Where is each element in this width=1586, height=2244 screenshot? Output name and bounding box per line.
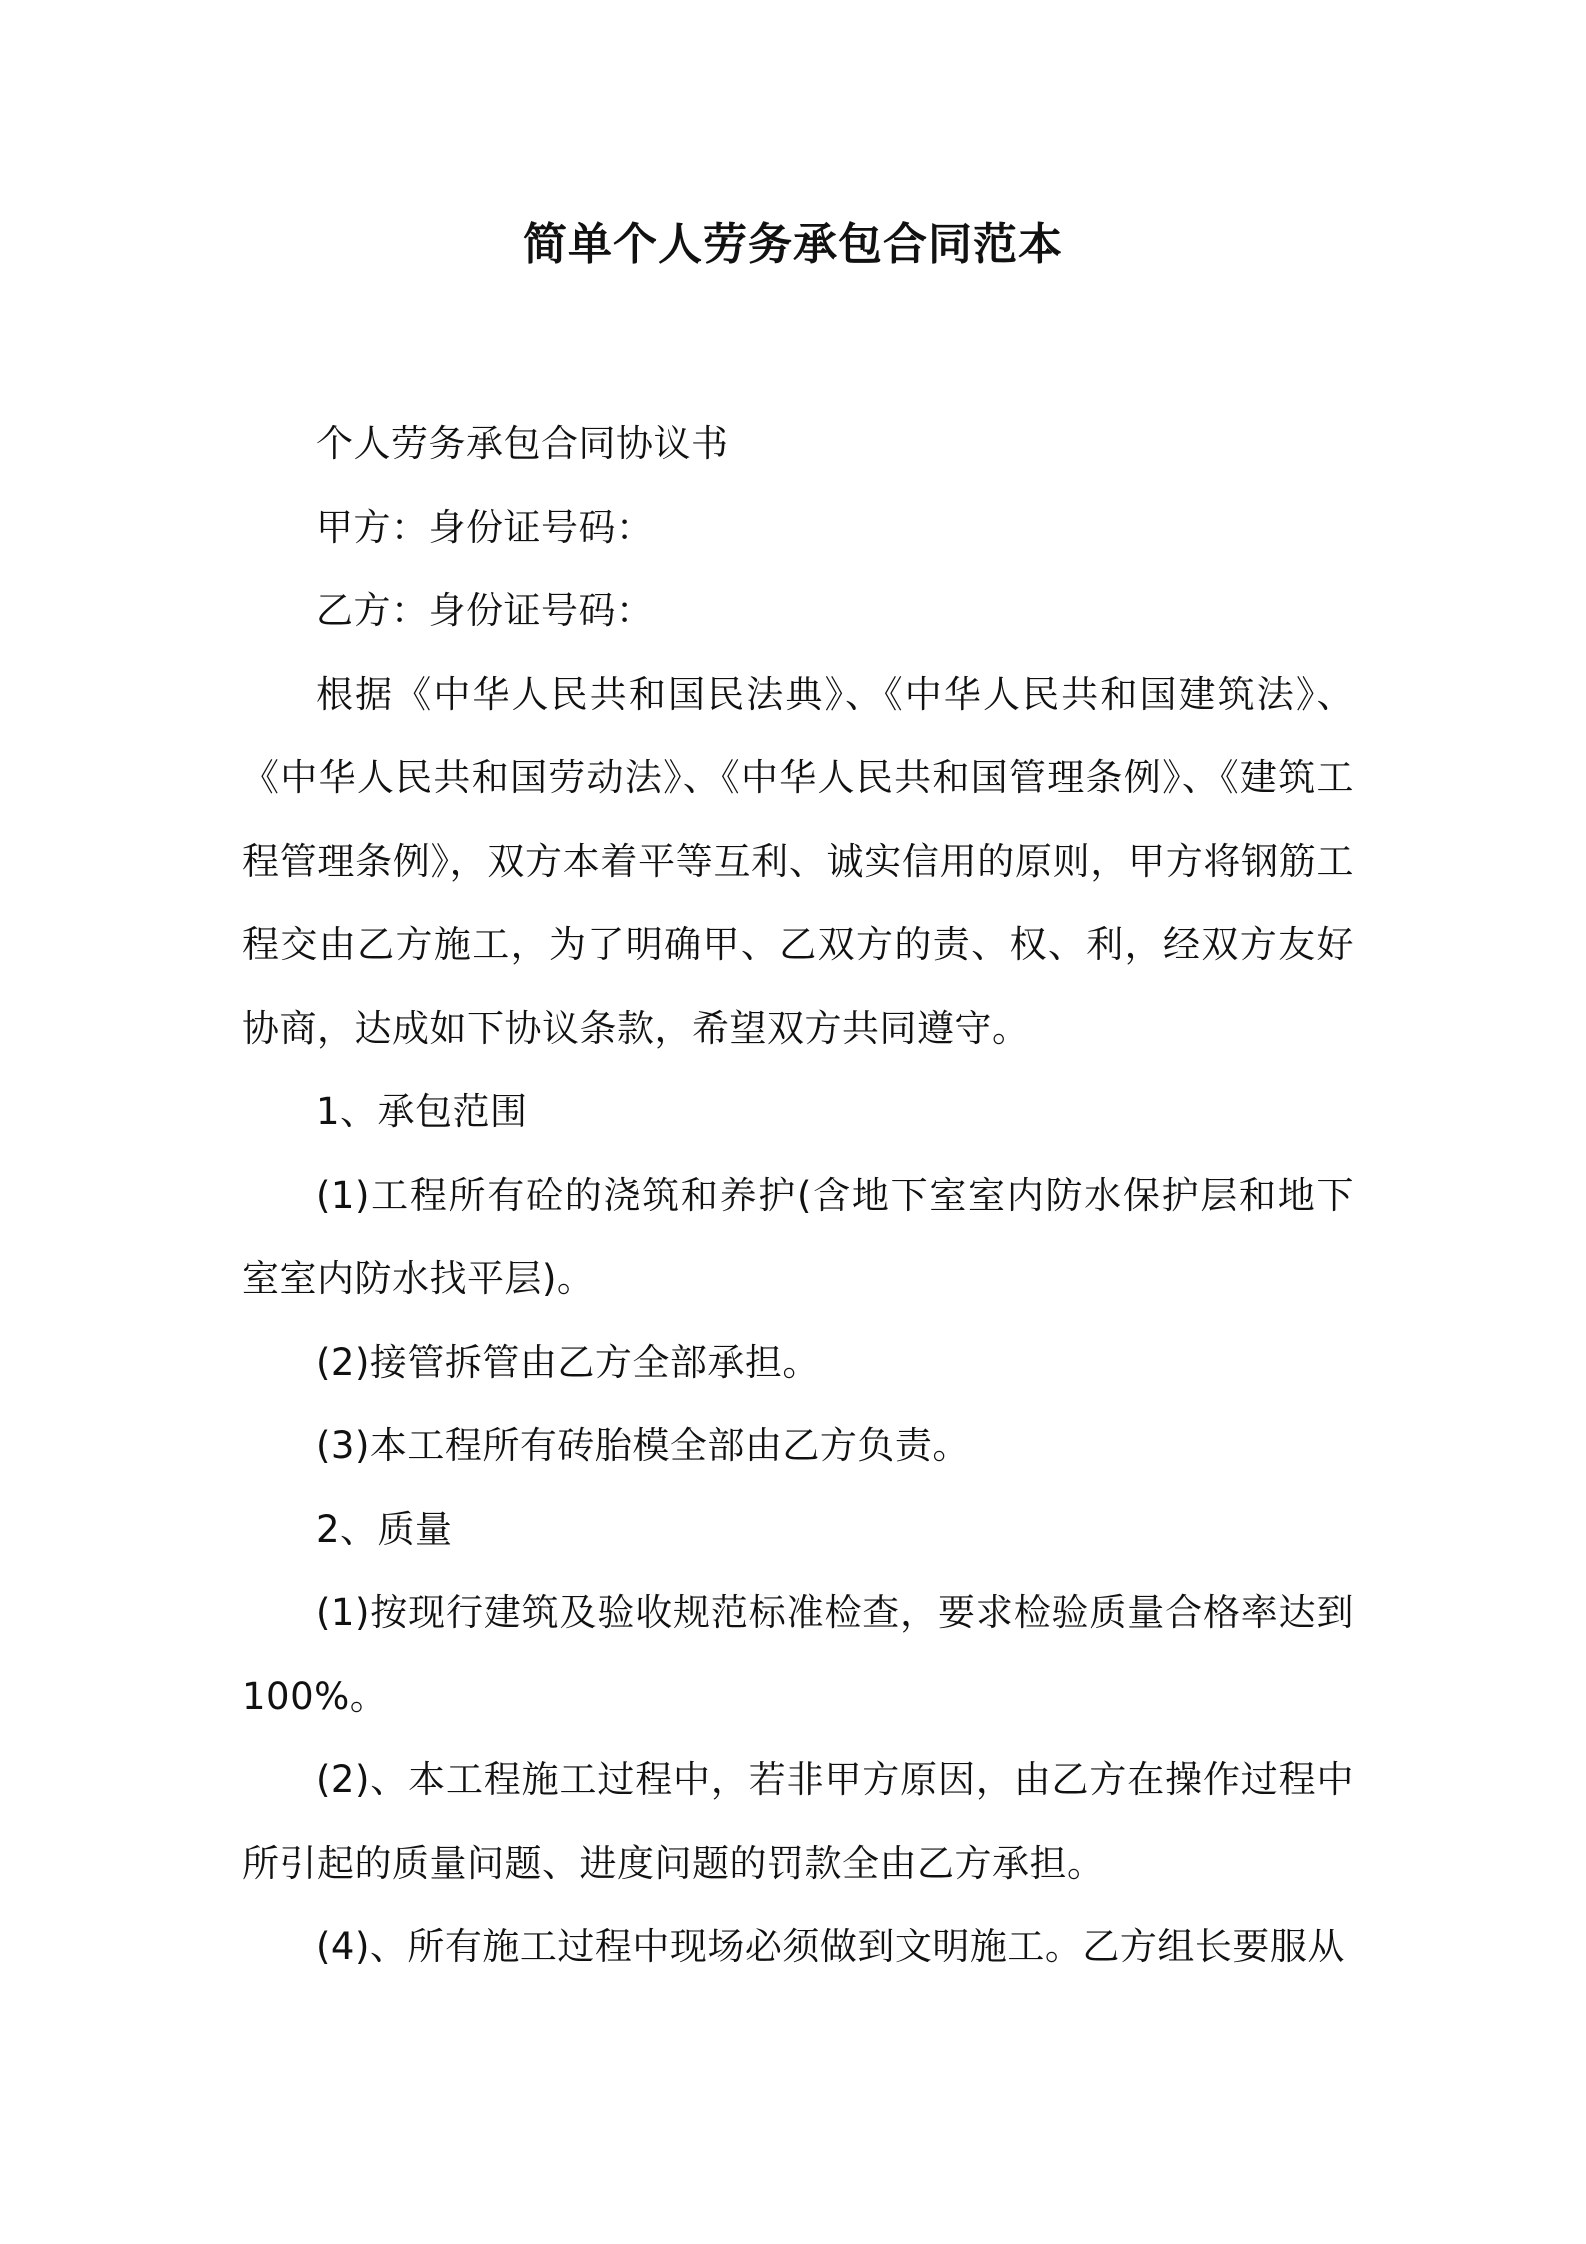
paragraph-scope-item-2: (2)接管拆管由乙方全部承担。 <box>316 1340 820 1384</box>
document-title: 简单个人劳务承包合同范本 <box>523 219 1063 270</box>
paragraph-agreement-heading: 个人劳务承包合同协议书 <box>316 422 729 465</box>
paragraph-scope-item-3: (3)本工程所有砖胎模全部由乙方负责。 <box>316 1424 970 1467</box>
paragraph-quality-item-4: (4)、所有施工过程中现场必须做到文明施工。乙方组长要服从 <box>316 1925 1345 1968</box>
paragraph-quality-item-2: (2)、本工程施工过程中，若非甲方原因，由乙方在操作过程中所引起的质量问题、进度问题的罚款全由乙方承担。 <box>242 1758 1354 1885</box>
paragraph-quality-item-1: (1)按现行建筑及验收规范标准检查，要求检验质量合格率达到100%。 <box>242 1591 1354 1718</box>
paragraph-scope-item-1: (1)工程所有砼的浇筑和养护(含地下室室内防水保护层和地下室室内防水找平层)。 <box>242 1173 1354 1300</box>
paragraph-party-b: 乙方：身份证号码： <box>316 589 654 632</box>
document-body <box>242 402 1354 1989</box>
paragraph-legal-basis: 根据《中华人民共和国民法典》、《中华人民共和国建筑法》、《中华人民共和国劳动法》、《中华人民共和国管理条例》、《建筑工程管理条例》，双方本着平等互利、诚实信用的原则，甲方将钢筋工程交由乙方施工，为了明确甲、乙双方的责、权、利，经双方友好协商，达成如下协议条款，希望双方共同遵守。 <box>242 672 1354 1050</box>
paragraph-party-a: 甲方：身份证号码： <box>316 505 654 549</box>
section-heading-scope: 1、承包范围 <box>316 1090 528 1133</box>
section-heading-quality: 2、质量 <box>316 1507 453 1551</box>
